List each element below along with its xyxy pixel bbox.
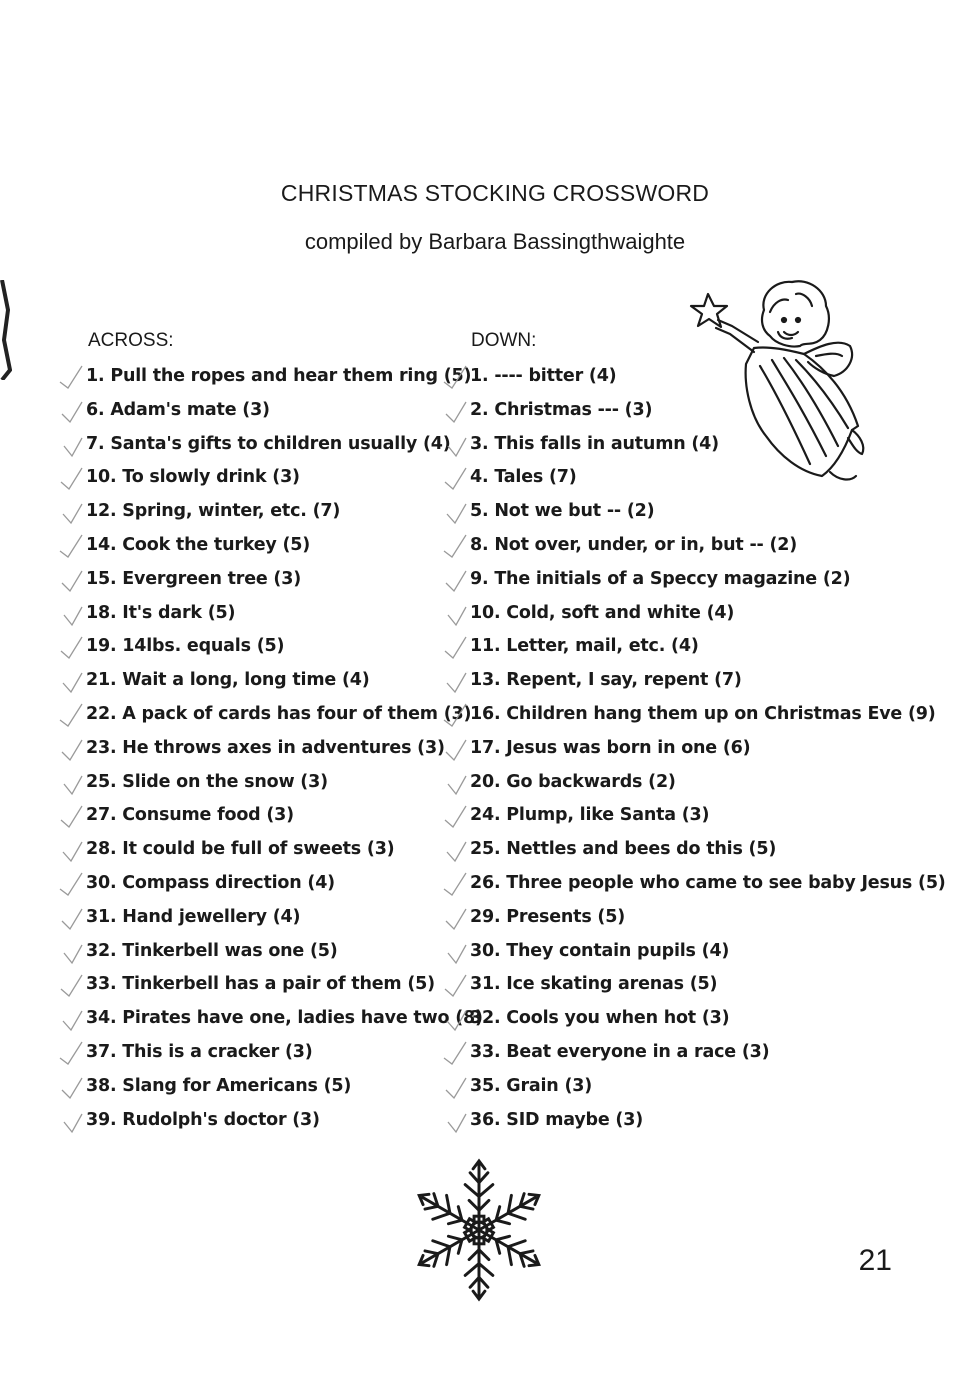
across-clue (86, 867, 483, 901)
across-clue-text: 37. This is a cracker (3) (86, 1041, 313, 1062)
down-clue-text: 13. Repent, I say, repent (7) (470, 670, 742, 691)
across-clue (86, 597, 483, 631)
down-clue-text: 3. This falls in autumn (4) (470, 433, 719, 454)
pencil-tick-icon (58, 732, 84, 766)
across-clue-text: 38. Slang for Americans (5) (86, 1075, 352, 1096)
across-clue-text: 21. Wait a long, long time (4) (86, 670, 370, 691)
down-clue (470, 1104, 946, 1138)
pencil-tick-icon (442, 664, 468, 698)
across-clue (86, 529, 483, 563)
pencil-tick-icon (442, 1070, 468, 1104)
down-clue (470, 1036, 946, 1070)
down-clue (470, 732, 946, 766)
down-clue-text: 17. Jesus was born in one (6) (470, 737, 751, 758)
pencil-tick-icon (442, 630, 468, 664)
pencil-tick-icon (58, 1104, 84, 1138)
pencil-tick-icon (58, 428, 84, 462)
pencil-tick-icon (442, 1002, 468, 1036)
down-clue-text: 20. Go backwards (2) (470, 771, 676, 792)
down-clue-text: 36. SID maybe (3) (470, 1109, 644, 1130)
across-clue-text: 31. Hand jewellery (4) (86, 906, 301, 927)
page-number: 21 (858, 1244, 892, 1277)
down-clue-text: 25. Nettles and bees do this (5) (470, 839, 777, 860)
pencil-tick-icon (58, 698, 84, 732)
down-clue (470, 935, 946, 969)
down-heading: DOWN: (471, 330, 537, 351)
down-clue (470, 833, 946, 867)
across-clue-text: 25. Slide on the snow (3) (86, 771, 328, 792)
pencil-tick-icon (442, 495, 468, 529)
across-clue-text: 15. Evergreen tree (3) (86, 568, 301, 589)
across-clue (86, 394, 483, 428)
pencil-tick-icon (442, 360, 468, 394)
down-clue (470, 867, 946, 901)
across-clue (86, 698, 483, 732)
down-clue-text: 26. Three people who came to see baby Jesus (5) (470, 872, 946, 893)
across-clue-text: 33. Tinkerbell has a pair of them (5) (86, 974, 435, 995)
across-clue-text: 18. It's dark (5) (86, 602, 236, 623)
across-clue-text: 1. Pull the ropes and hear them ring (5) (86, 366, 472, 386)
across-clue-text: 10. To slowly drink (3) (86, 467, 300, 488)
pencil-tick-icon (58, 1036, 84, 1070)
pencil-tick-icon (442, 935, 468, 969)
down-clue-text: 16. Children hang them up on Christmas Eve (9) (470, 703, 936, 724)
down-clue (470, 1002, 946, 1036)
across-clue-text: 27. Consume food (3) (86, 805, 294, 826)
across-clue-text: 28. It could be full of sweets (3) (86, 839, 395, 860)
pencil-tick-icon (58, 968, 84, 1002)
across-clue (86, 968, 483, 1002)
pencil-tick-icon (58, 799, 84, 833)
down-clue (470, 799, 946, 833)
down-clue (470, 698, 946, 732)
across-clue (86, 1002, 483, 1036)
down-clue-text: 32. Cools you when hot (3) (470, 1008, 730, 1029)
across-clue-text: 30. Compass direction (4) (86, 872, 335, 893)
down-clue (470, 1070, 946, 1104)
pencil-tick-icon (442, 901, 468, 935)
page-subtitle: compiled by Barbara Bassingthwaighte (304, 229, 686, 254)
down-clue (470, 529, 946, 563)
across-clue-text: 39. Rudolph's doctor (3) (86, 1109, 320, 1130)
pencil-tick-icon (58, 630, 84, 664)
down-clue-text: 10. Cold, soft and white (4) (470, 602, 735, 623)
pencil-tick-icon (442, 732, 468, 766)
across-clue (86, 495, 483, 529)
snowflake-icon (405, 1155, 553, 1305)
down-clue-text: 8. Not over, under, or in, but -- (2) (470, 534, 798, 555)
across-clue-text: 7. Santa's gifts to children usually (4) (86, 433, 451, 454)
down-clue (470, 901, 946, 935)
across-clue-text: 34. Pirates have one, ladies have two (8) (86, 1008, 483, 1029)
down-clue-text: 24. Plump, like Santa (3) (470, 805, 710, 826)
across-clue (86, 732, 483, 766)
pencil-tick-icon (58, 461, 84, 495)
pencil-tick-icon (442, 529, 468, 563)
down-clue-text: 4. Tales (7) (470, 467, 577, 488)
across-clue (86, 1104, 483, 1138)
pencil-tick-icon (58, 597, 84, 631)
pencil-tick-icon (442, 1104, 468, 1138)
down-clue-text: 35. Grain (3) (470, 1075, 593, 1096)
pencil-tick-icon (58, 495, 84, 529)
down-clue (470, 495, 946, 529)
down-clue (470, 664, 946, 698)
across-clue (86, 360, 483, 394)
across-clue-text: 19. 14lbs. equals (5) (86, 636, 285, 657)
pencil-tick-icon (58, 833, 84, 867)
angel-with-star-icon (680, 276, 870, 490)
down-clue (470, 630, 946, 664)
across-clue-text: 12. Spring, winter, etc. (7) (86, 501, 341, 522)
down-clue-text: 31. Ice skating arenas (5) (470, 974, 718, 995)
across-clue (86, 563, 483, 597)
across-clue (86, 766, 483, 800)
pencil-tick-icon (442, 867, 468, 901)
across-clue (86, 799, 483, 833)
across-clue (86, 428, 483, 462)
pencil-tick-icon (442, 968, 468, 1002)
pencil-tick-icon (58, 360, 84, 394)
across-clue (86, 833, 483, 867)
pencil-tick-icon (58, 529, 84, 563)
across-clue (86, 901, 483, 935)
down-clue (470, 766, 946, 800)
across-clue-text: 32. Tinkerbell was one (5) (86, 940, 338, 961)
down-clue-text: 29. Presents (5) (470, 906, 626, 927)
down-clue-text: 5. Not we but -- (2) (470, 501, 655, 522)
pencil-tick-icon (442, 833, 468, 867)
down-clue (470, 563, 946, 597)
pencil-tick-icon (442, 563, 468, 597)
across-clue (86, 1070, 483, 1104)
down-clue-text: 9. The initials of a Speccy magazine (2) (470, 568, 851, 589)
pencil-tick-icon (58, 935, 84, 969)
pencil-tick-icon (58, 867, 84, 901)
down-clue-text: 30. They contain pupils (4) (470, 940, 730, 961)
down-clue (470, 597, 946, 631)
pencil-tick-icon (442, 428, 468, 462)
binding-mark (0, 280, 12, 380)
pencil-tick-icon (58, 664, 84, 698)
pencil-tick-icon (442, 766, 468, 800)
across-clue (86, 630, 483, 664)
across-clue-text: 14. Cook the turkey (5) (86, 534, 311, 555)
pencil-tick-icon (58, 394, 84, 428)
down-clue-text: 11. Letter, mail, etc. (4) (470, 636, 699, 657)
page-title: CHRISTMAS STOCKING CROSSWORD (280, 180, 710, 206)
across-clue (86, 935, 483, 969)
pencil-tick-icon (58, 563, 84, 597)
across-clue (86, 664, 483, 698)
pencil-tick-icon (58, 1002, 84, 1036)
pencil-tick-icon (58, 766, 84, 800)
across-clue-text: 6. Adam's mate (3) (86, 399, 270, 420)
pencil-tick-icon (442, 394, 468, 428)
pencil-tick-icon (58, 1070, 84, 1104)
down-clue-text: 1. ---- bitter (4) (470, 366, 617, 386)
down-clue-text: 2. Christmas --- (3) (470, 399, 653, 420)
down-clue (470, 968, 946, 1002)
pencil-tick-icon (58, 901, 84, 935)
pencil-tick-icon (442, 1036, 468, 1070)
pencil-tick-icon (442, 597, 468, 631)
across-clue-text: 22. A pack of cards has four of them (3) (86, 703, 472, 724)
pencil-tick-icon (442, 461, 468, 495)
across-clue-list (86, 360, 483, 1137)
down-clue-text: 33. Beat everyone in a race (3) (470, 1041, 770, 1062)
across-clue (86, 1036, 483, 1070)
pencil-tick-icon (442, 698, 468, 732)
across-clue (86, 461, 483, 495)
across-heading: ACROSS: (88, 330, 174, 351)
pencil-tick-icon (442, 799, 468, 833)
across-clue-text: 23. He throws axes in adventures (3) (86, 737, 445, 758)
